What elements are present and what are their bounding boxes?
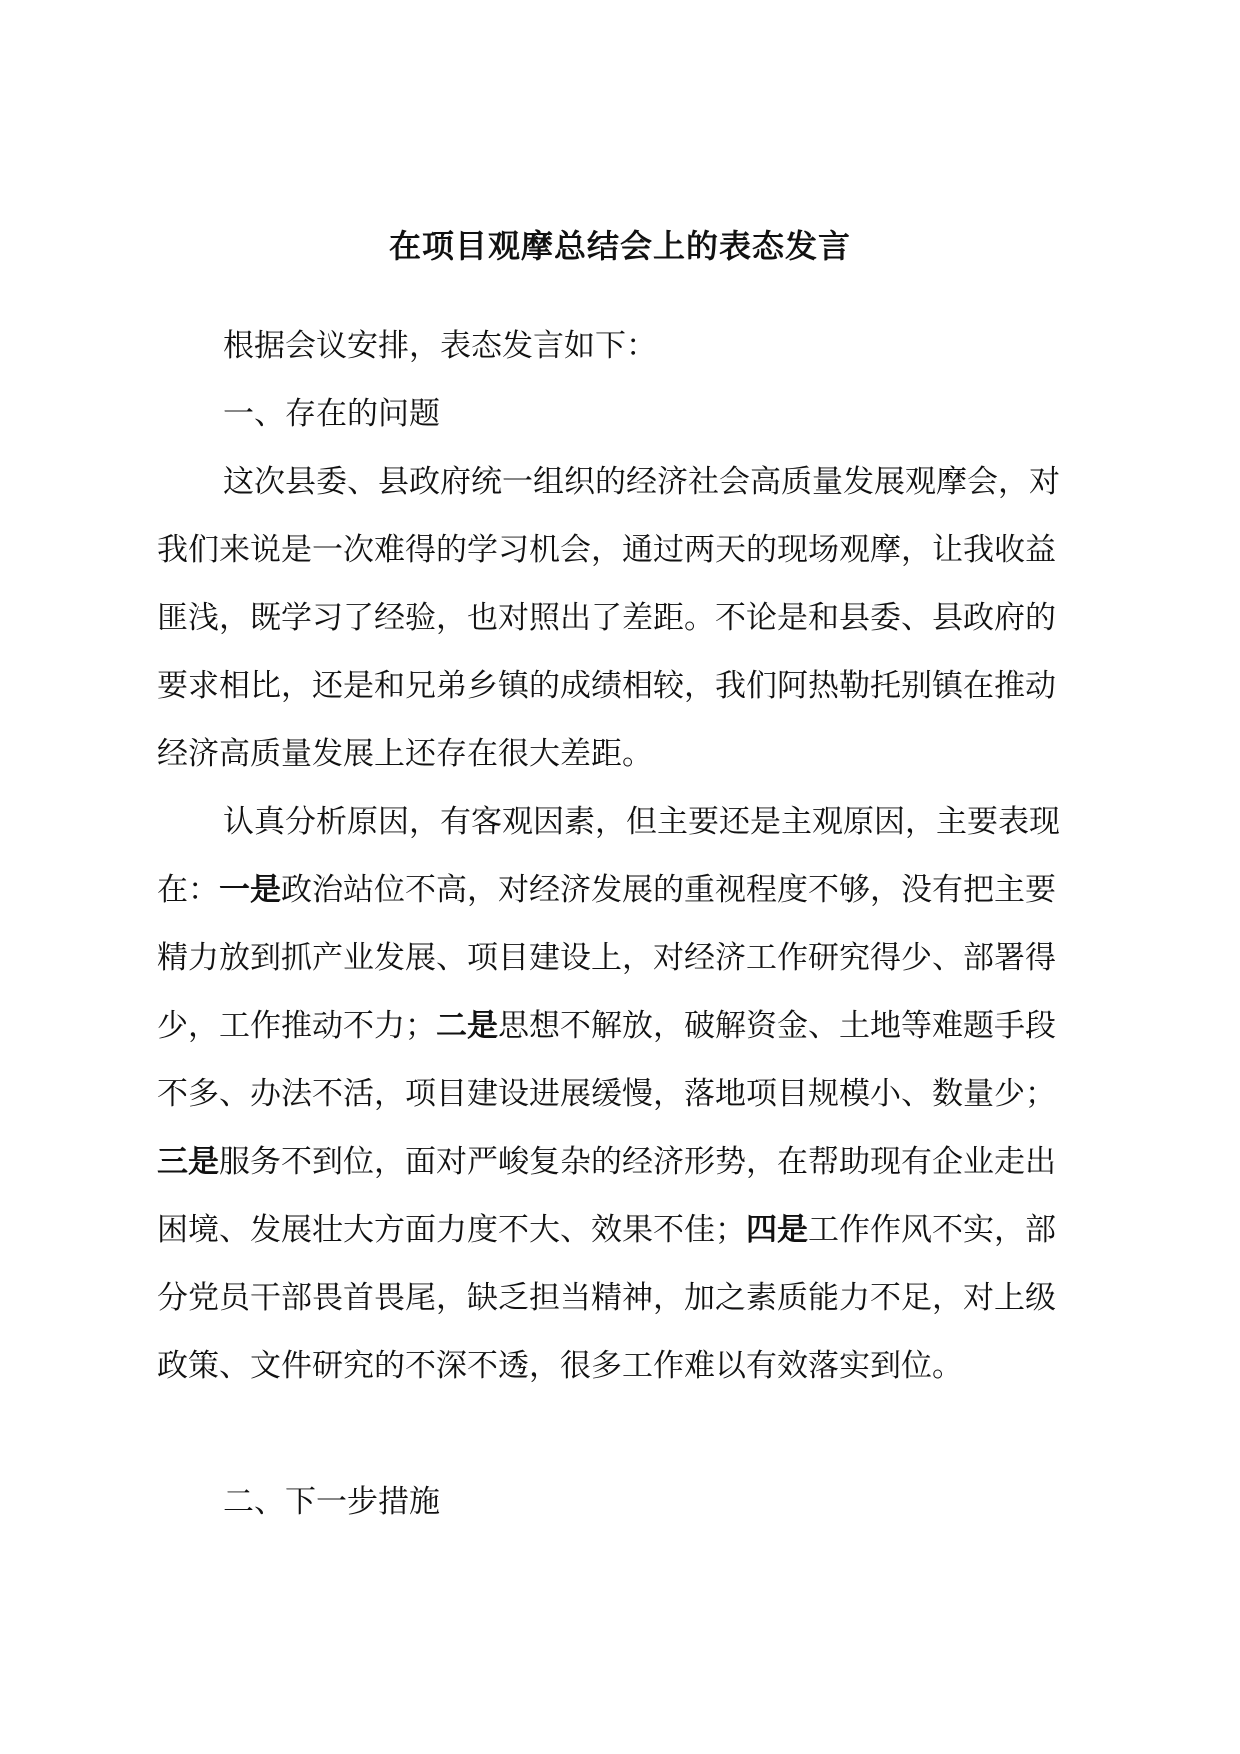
point-label-3: 三是 [157,1144,219,1180]
section-heading-problems: 一、存在的问题 [223,396,440,432]
section-heading-next-steps: 二、下一步措施 [223,1484,440,1520]
document-title: 在项目观摩总结会上的表态发言 [388,227,851,265]
paragraph-observation: 这次县委、县政府统一组织的经济社会高质量发展观摩会，对我们来说是一次难得的学习机会，通过两天的现场观摩，让我收益匪浅，既学习了经验，也对照出了差距。不论是和县委、县政府的要求相比，还是和兄弟乡镇的成绩相较，我们阿热勒托别镇在推动经济高质量发展上还存在很大差距。 [157,464,1060,772]
point-text-4: 工作作风不实，部分党员干部畏首畏尾，缺乏担当精神，加之素质能力不足，对上级政策、文件研究的不深不透，很多工作难以有效落实到位。 [157,1212,1056,1384]
point-label-4: 四是 [746,1212,808,1248]
point-text-2: 思想不解放，破解资金、土地等难题手段不多、办法不活，项目建设进展缓慢，落地项目规模小、数量少； [157,1008,1056,1112]
causes-lead: 认真分析原因，有客观因素，但主要还是主观原因，主要表现在： [157,804,1060,908]
point-text-1: 政治站位不高，对经济发展的重视程度不够，没有把主要精力放到抓产业发展、项目建设上，对经济工作研究得少、部署得少，工作推动不力； [157,872,1056,1044]
paragraph-causes [157,788,1077,1400]
point-text-3: 服务不到位，面对严峻复杂的经济形势，在帮助现有企业走出困境、发展壮大方面力度不大、效果不佳； [157,1144,1056,1248]
point-label-2: 二是 [436,1008,498,1044]
point-label-1: 一是 [219,872,281,908]
intro-paragraph: 根据会议安排，表态发言如下： [223,328,657,364]
